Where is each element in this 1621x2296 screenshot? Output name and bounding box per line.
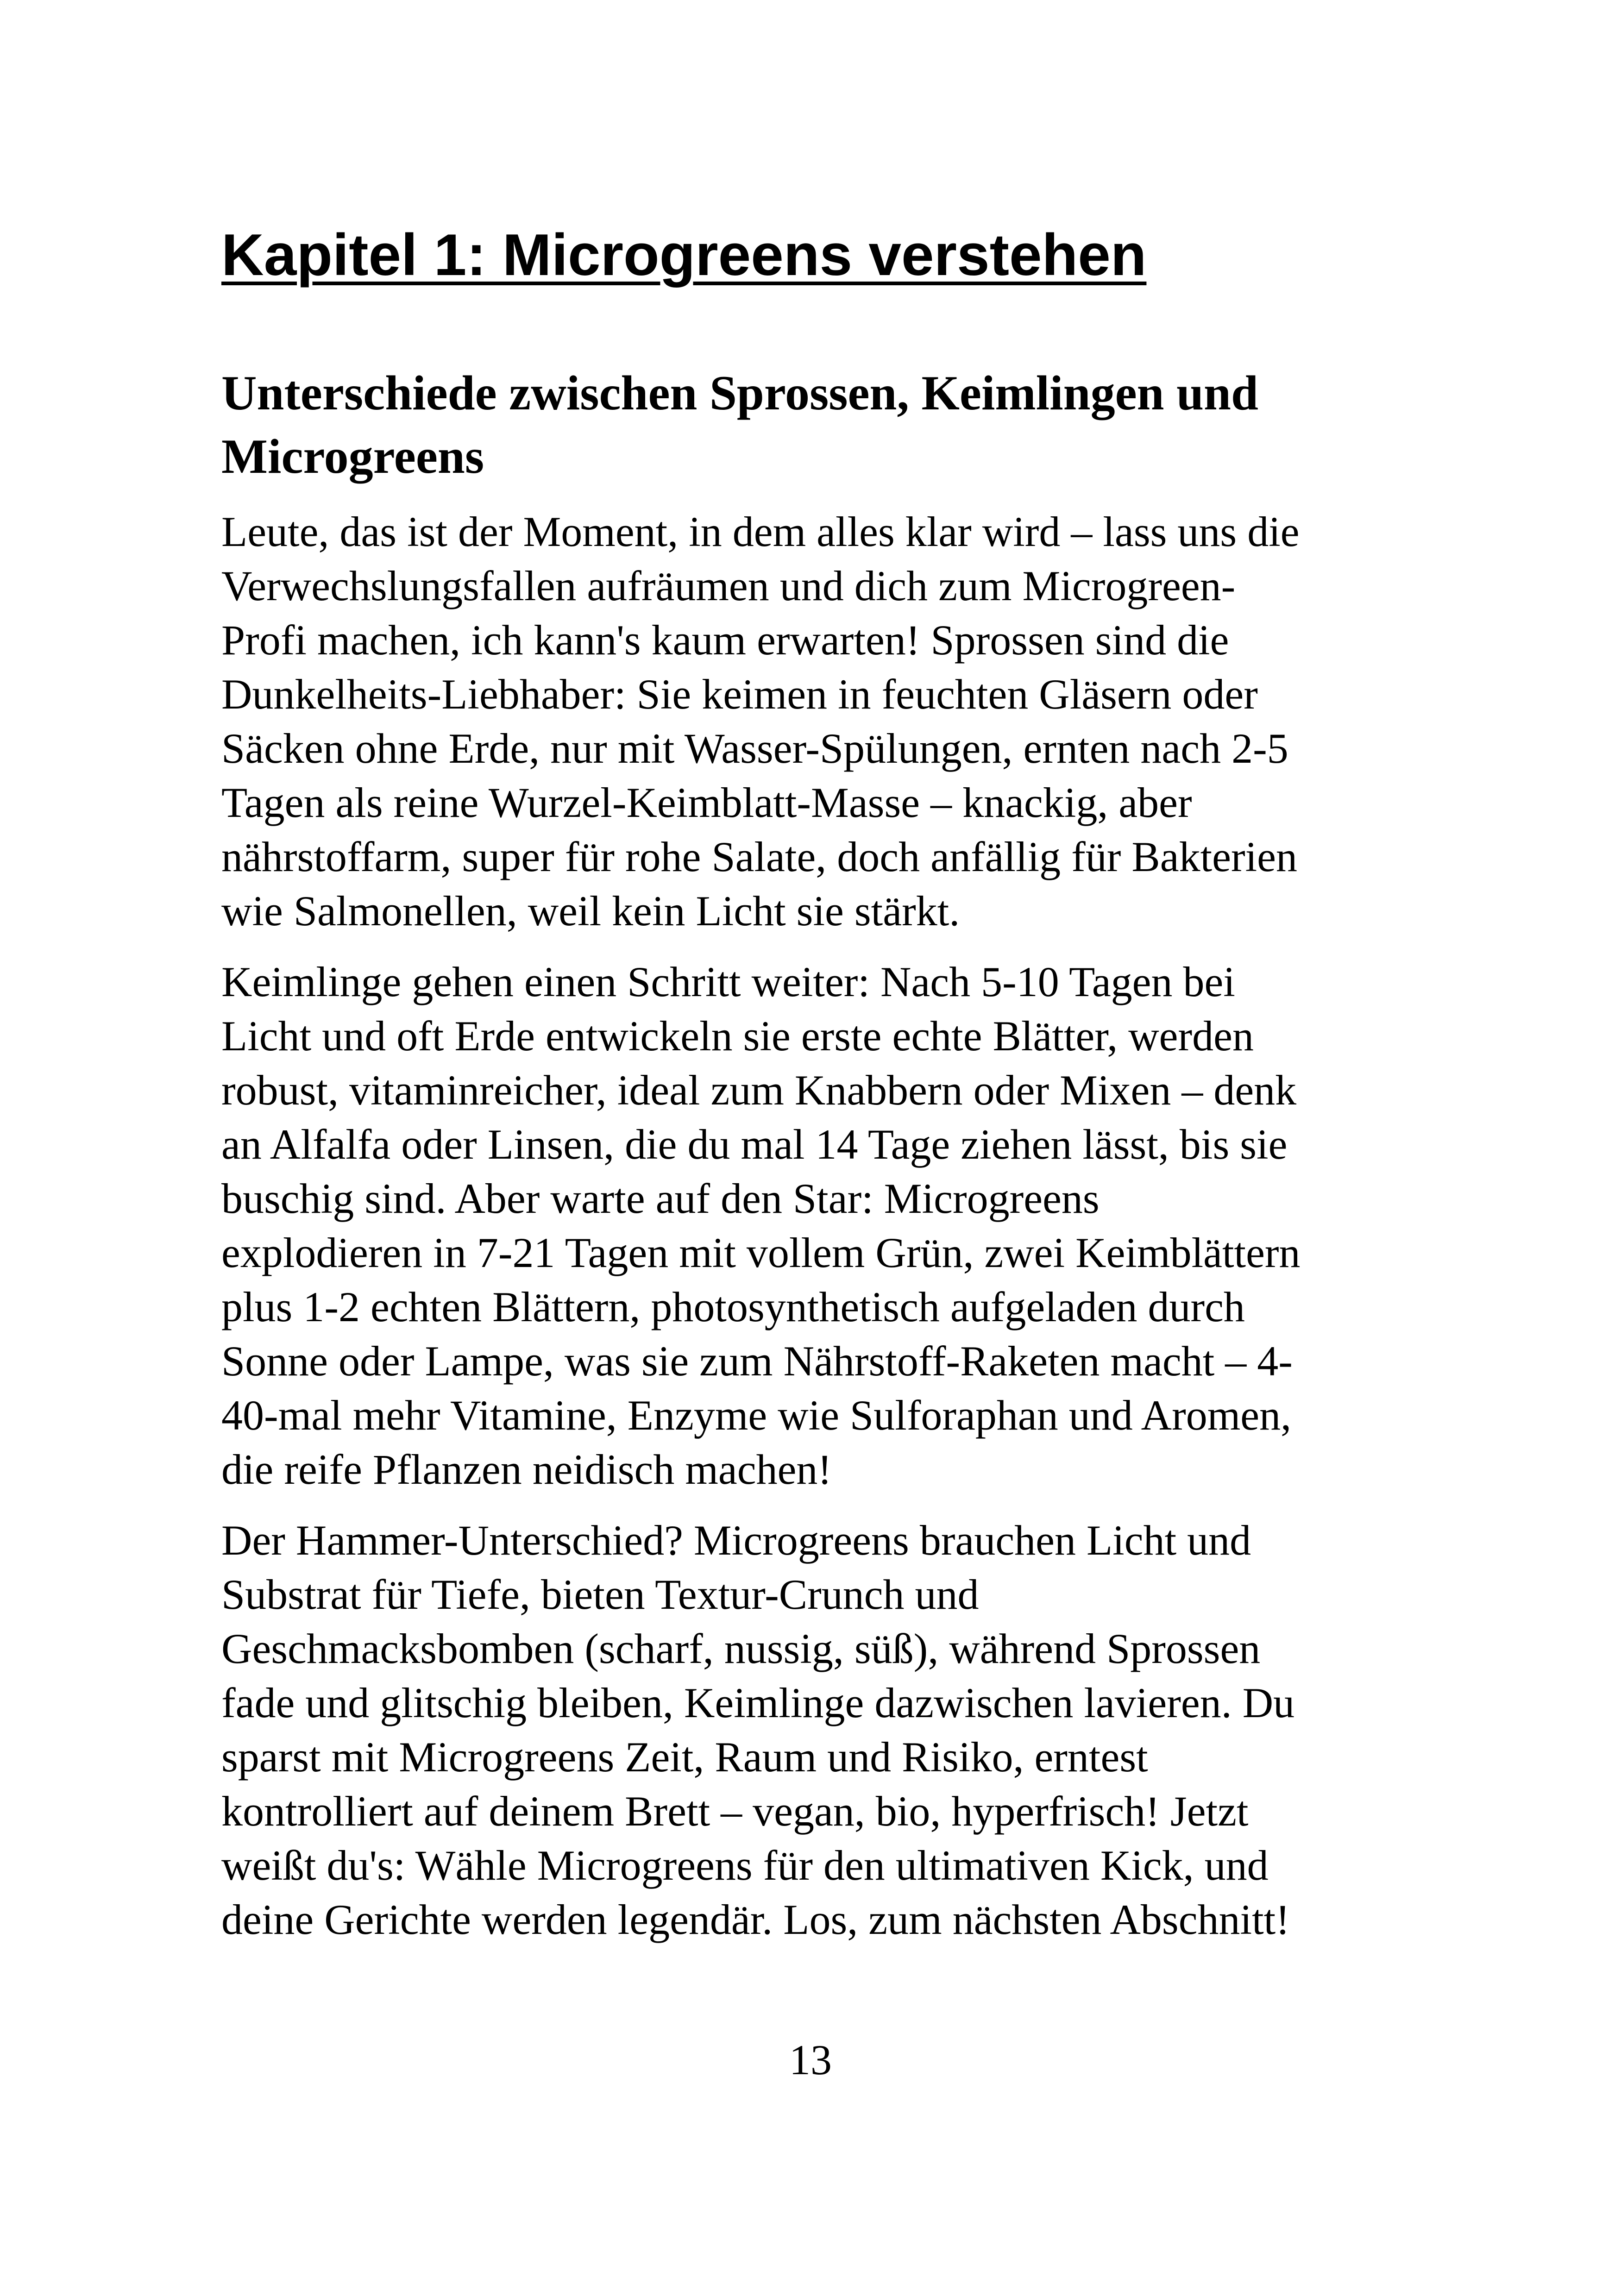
body-text [221,505,1407,1964]
text-line: Der Hammer-Unterschied? Microgreens brauchen Licht und [221,1517,1251,1564]
section-title-line: Unterschiede zwischen Sprossen, Keimlingen und [221,366,1258,420]
paragraph-1 [221,505,1407,938]
text-line: Tagen als reine Wurzel-Keimblatt-Masse – knackig, aber [221,779,1192,826]
text-line: buschig sind. Aber warte auf den Star: Microgreens [221,1175,1100,1222]
text-line: die reife Pflanzen neidisch machen! [221,1446,832,1493]
paragraph-3 [221,1513,1407,1947]
text-line: explodieren in 7-21 Tagen mit vollem Grün, zwei Keimblättern [221,1229,1301,1276]
text-line: Profi machen, ich kann's kaum erwarten! Sprossen sind die [221,616,1229,664]
text-line: plus 1-2 echten Blättern, photosynthetisch aufgeladen durch [221,1283,1245,1330]
text-line: Verwechslungsfallen aufräumen und dich zum Microgreen- [221,562,1236,609]
text-line: an Alfalfa oder Linsen, die du mal 14 Tage ziehen lässt, bis sie [221,1121,1288,1168]
text-line: kontrolliert auf deinem Brett – vegan, bio, hyperfrisch! Jetzt [221,1788,1249,1835]
text-line: Licht und oft Erde entwickeln sie erste echte Blätter, werden [221,1012,1254,1060]
text-line: Säcken ohne Erde, nur mit Wasser-Spülungen, ernten nach 2-5 [221,725,1288,772]
text-line: Leute, das ist der Moment, in dem alles klar wird – lass uns die [221,508,1300,555]
text-line: Dunkelheits-Liebhaber: Sie keimen in feuchten Gläsern oder [221,671,1258,718]
section-title [221,361,1407,488]
text-line: deine Gerichte werden legendär. Los, zum nächsten Abschnitt! [221,1896,1290,1943]
text-line: Keimlinge gehen einen Schritt weiter: Nach 5-10 Tagen bei [221,958,1235,1005]
chapter-title: Kapitel 1: Microgreens verstehen [221,222,1147,288]
text-line: Geschmacksbomben (scharf, nussig, süß), während Sprossen [221,1625,1261,1672]
text-line: Substrat für Tiefe, bieten Textur-Crunch und [221,1571,979,1618]
text-line: wie Salmonellen, weil kein Licht sie stärkt. [221,887,960,935]
text-line: 40-mal mehr Vitamine, Enzyme wie Sulforaphan und Aromen, [221,1392,1292,1439]
text-line: weißt du's: Wähle Microgreens für den ultimativen Kick, und [221,1842,1269,1889]
text-line: sparst mit Microgreens Zeit, Raum und Risiko, erntest [221,1733,1148,1781]
paragraph-2 [221,955,1407,1497]
text-line: fade und glitschig bleiben, Keimlinge dazwischen lavieren. Du [221,1679,1295,1726]
text-line: nährstoffarm, super für rohe Salate, doch anfällig für Bakterien [221,833,1297,880]
text-line: Sonne oder Lampe, was sie zum Nährstoff-Raketen macht – 4- [221,1337,1293,1385]
section-title-line: Microgreens [221,429,484,483]
text-line: robust, vitaminreicher, ideal zum Knabbern oder Mixen – denk [221,1066,1297,1114]
page-number: 13 [789,2036,832,2083]
